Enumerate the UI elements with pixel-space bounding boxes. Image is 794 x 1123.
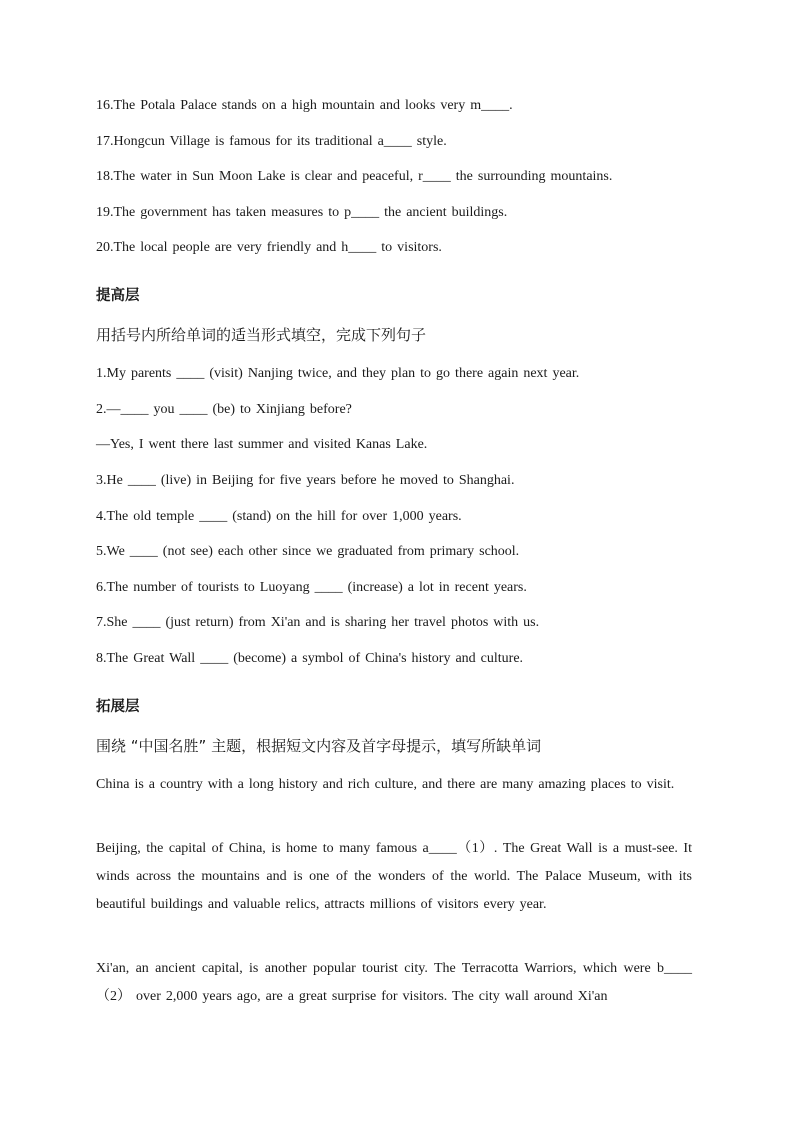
passage-paragraph-2: Beijing, the capital of China, is home to many famous a____（1）. The Great Wall is a must-see. It winds across the mountains and is one of the wonders of the world. The Palace Museum, with its beautiful buildings and valuable relics, attracts millions of visitors every year.: [96, 841, 692, 912]
improve-question-8: 8.The Great Wall ____ (become) a symbol of China's history and culture.: [96, 651, 524, 666]
question-19: 19.The government has taken measures to p____ the ancient buildings.: [96, 205, 508, 220]
question-20: 20.The local people are very friendly and h____ to visitors.: [96, 240, 442, 255]
improve-question-6: 6.The number of tourists to Luoyang ____ (increase) a lot in recent years.: [96, 580, 527, 595]
improve-question-2: 2.—____ you ____ (be) to Xinjiang before?: [96, 402, 352, 417]
improve-question-1: 1.My parents ____ (visit) Nanjing twice, and they plan to go there again next year.: [96, 366, 580, 381]
improve-question-5: 5.We ____ (not see) each other since we graduated from primary school.: [96, 544, 520, 559]
question-16: 16.The Potala Palace stands on a high mountain and looks very m____.: [96, 98, 513, 113]
improve-question-3: 3.He ____ (live) in Beijing for five years before he moved to Shanghai.: [96, 473, 515, 488]
section-instruction-improve: 用括号内所给单词的适当形式填空，完成下列句子: [96, 326, 427, 344]
passage-paragraph-1: China is a country with a long history and rich culture, and there are many amazing places to visit.: [96, 777, 675, 792]
improve-question-7: 7.She ____ (just return) from Xi'an and is sharing her travel photos with us.: [96, 615, 540, 630]
section-instruction-extend: 围绕 “中国名胜” 主题，根据短文内容及首字母提示，填写所缺单词: [96, 737, 542, 755]
improve-question-2-answer-line: —Yes, I went there last summer and visited Kanas Lake.: [96, 437, 428, 452]
improve-question-4: 4.The old temple ____ (stand) on the hill for over 1,000 years.: [96, 509, 462, 524]
passage-paragraph-3: Xi'an, an ancient capital, is another popular tourist city. The Terracotta Warriors, which were b____（2） over 2,000 years ago, are a great surprise for visitors. The city wall around Xi'an: [96, 961, 692, 1004]
question-17: 17.Hongcun Village is famous for its traditional a____ style.: [96, 134, 447, 149]
question-18: 18.The water in Sun Moon Lake is clear and peaceful, r____ the surrounding mountains.: [96, 169, 613, 184]
section-heading-extend: 拓展层: [96, 699, 140, 715]
section-heading-improve: 提高层: [96, 288, 140, 304]
